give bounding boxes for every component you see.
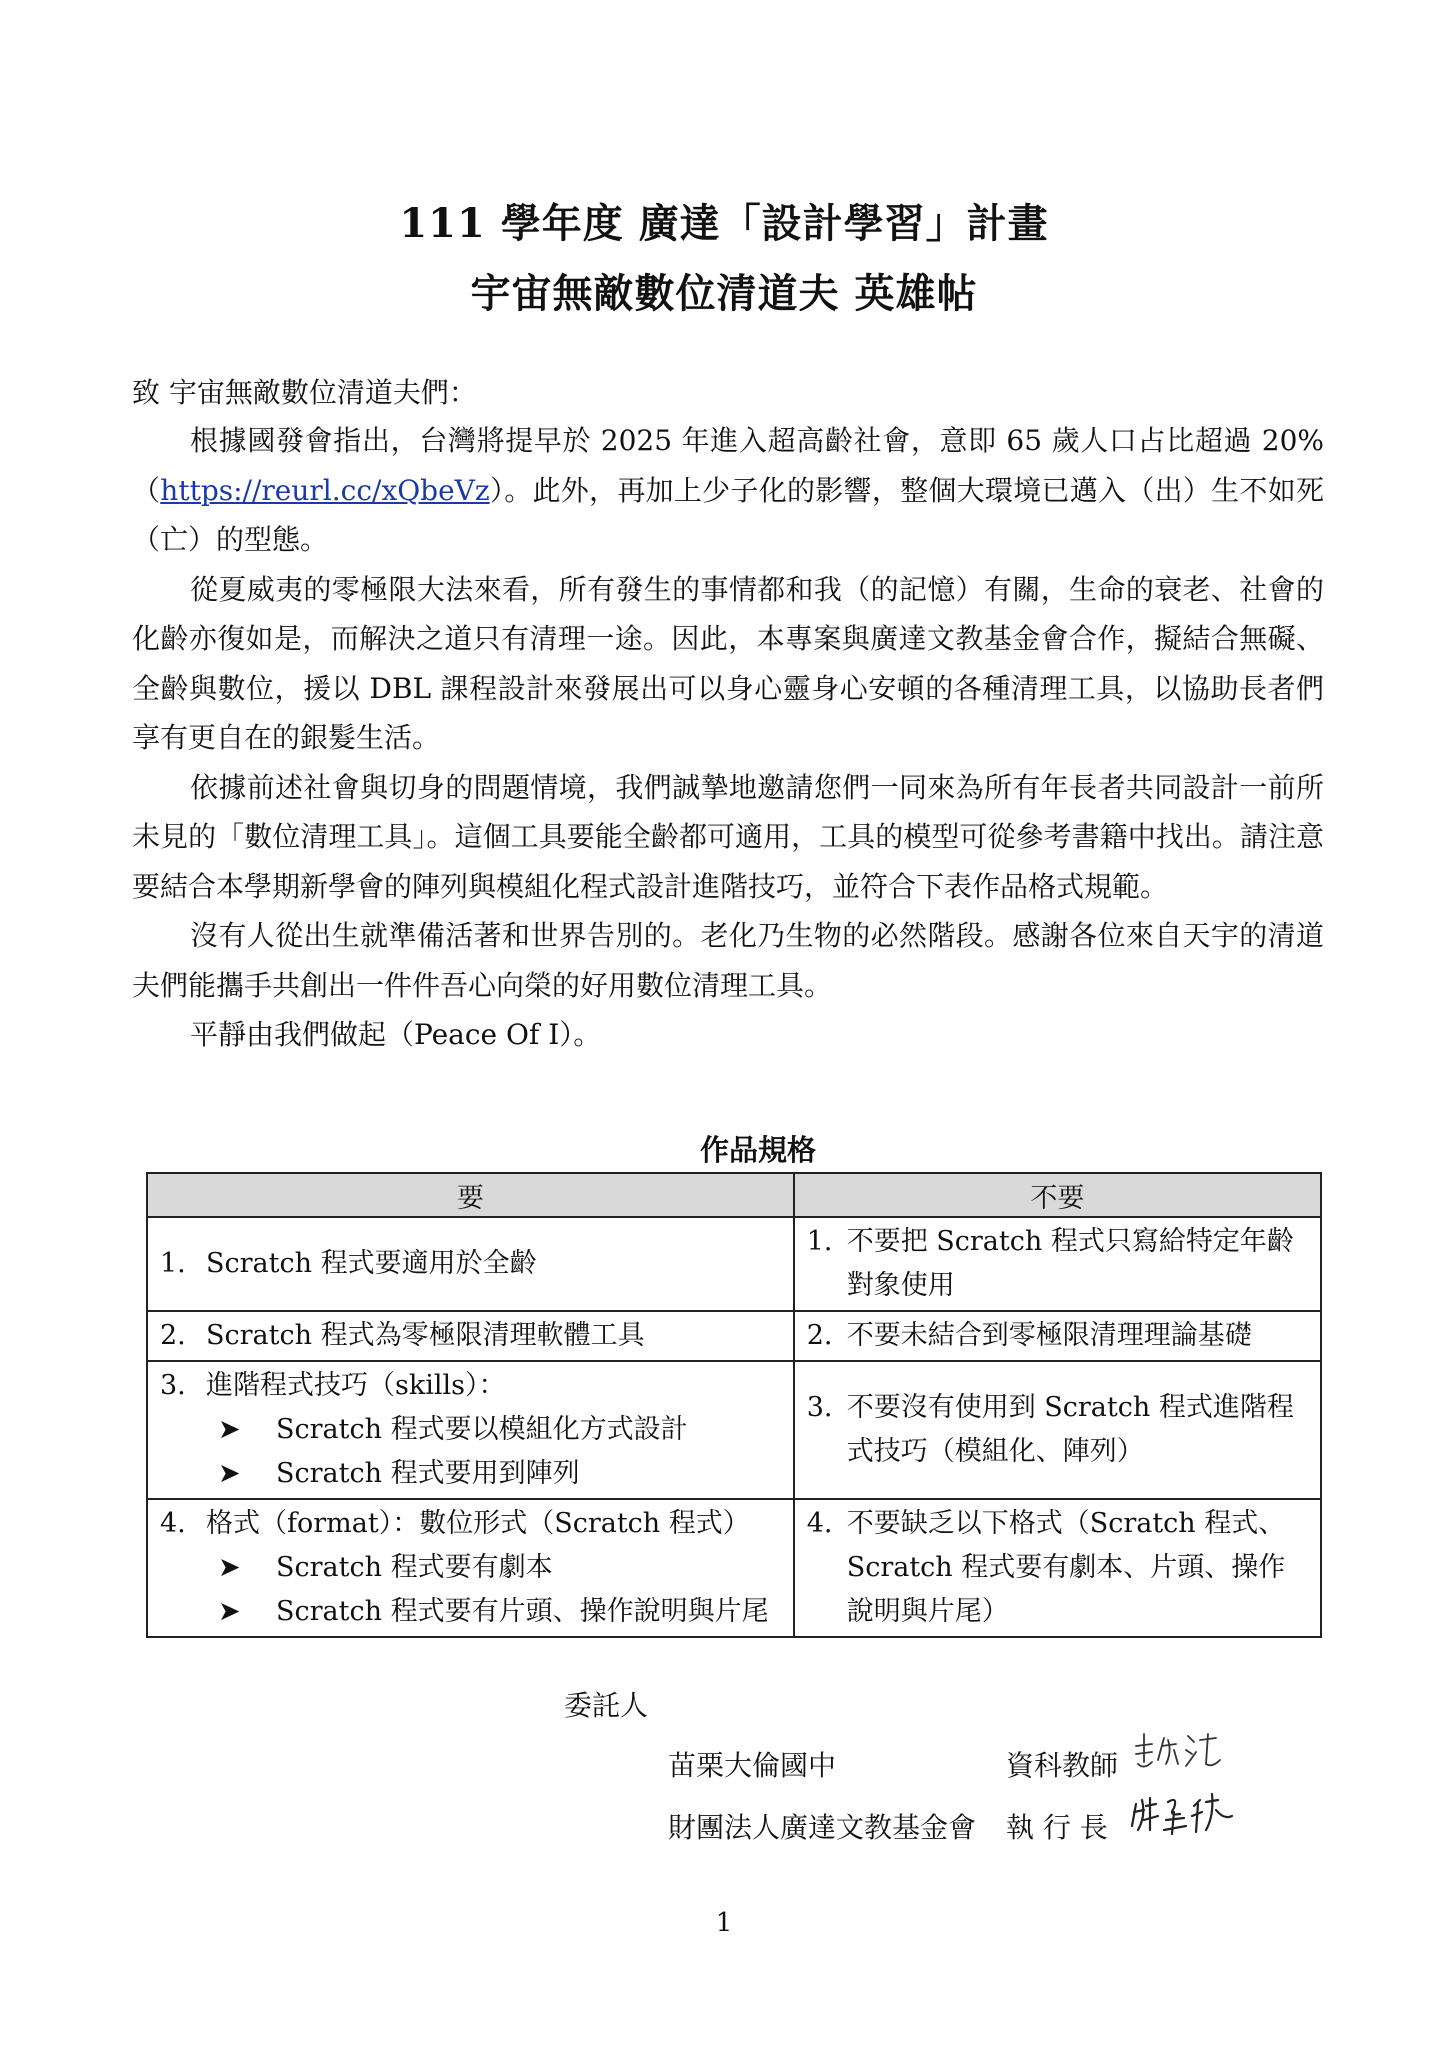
do-text: 格式（format）：數位形式（Scratch 程式） bbox=[206, 1508, 750, 1539]
table-caption: 作品規格 bbox=[699, 1133, 816, 1167]
document-title: 111 學年度 廣達「設計學習」計畫 bbox=[399, 200, 1049, 247]
school-name: 苗栗大倫國中 bbox=[668, 1749, 837, 1782]
teacher-signature bbox=[1130, 1724, 1226, 1782]
paragraph-4: 沒有人從出生就準備活著和世界告別的。老化乃生物的必然階段。感謝各位來自天宇的清道夫們能攜手共創出一件件吾心向榮的好用數位清理工具。 bbox=[132, 919, 1324, 1002]
item-number: 4. bbox=[160, 1508, 186, 1539]
item-number: 4. bbox=[806, 1508, 833, 1539]
paragraph-1 bbox=[132, 416, 1324, 565]
do-text: 進階程式技巧（skills）： bbox=[206, 1370, 506, 1401]
dont-cell bbox=[794, 1499, 1321, 1637]
paragraph-1-text-b: ）。此外，再加上少子化的影響，整個大環境已邁入（出）生不如死（亡）的型態。 bbox=[132, 473, 1324, 556]
item-number: 3. bbox=[160, 1370, 186, 1401]
paragraph-5: 平靜由我們做起（Peace Of I）。 bbox=[190, 1018, 602, 1051]
salutation: 致 宇宙無敵數位清道夫們： bbox=[132, 376, 477, 409]
foundation-name: 財團法人廣達文教基金會 bbox=[668, 1811, 977, 1844]
table-row bbox=[147, 1311, 1321, 1361]
teacher-title: 資科教師 bbox=[1006, 1749, 1119, 1782]
paragraph-1-text-a: 根據國發會指出，台灣將提早於 2025 年進入超高齡社會，意即 65 歲人口占比超過 20%（ bbox=[132, 424, 1324, 507]
dont-cell bbox=[794, 1311, 1321, 1361]
document-subtitle: 宇宙無敵數位清道夫 英雄帖 bbox=[470, 270, 978, 317]
do-cell bbox=[147, 1217, 794, 1311]
page-number: 1 bbox=[715, 1908, 733, 1938]
dont-cell bbox=[794, 1361, 1321, 1499]
paragraph-2: 從夏威夷的零極限大法來看，所有發生的事情都和我（的記憶）有關，生命的衰老、社會的化齡亦復如是，而解決之道只有清理一途。因此，本專案與廣達文教基金會合作，擬結合無礙、全齡與數位，援以 DBL 課程設計來發展出可以身心靈身心安頓的各種清理工具，以協助長者們享有更自在的銀髮生活。 bbox=[132, 572, 1324, 754]
do-cell bbox=[147, 1499, 794, 1637]
spec-table bbox=[146, 1172, 1322, 1638]
dont-text: 不要沒有使用到 Scratch 程式進階程式技巧（模組化、陣列） bbox=[846, 1392, 1294, 1467]
do-bullet: Scratch 程式要有片頭、操作說明與片尾 bbox=[276, 1596, 769, 1627]
header-do: 要 bbox=[147, 1173, 794, 1217]
reference-link[interactable]: https://reurl.cc/xQbeVz bbox=[160, 473, 490, 507]
do-text: Scratch 程式要適用於全齡 bbox=[206, 1248, 537, 1279]
item-number: 2. bbox=[806, 1320, 833, 1351]
table-row bbox=[147, 1361, 1321, 1499]
paragraph-3: 依據前述社會與切身的問題情境，我們誠摯地邀請您們一同來為所有年長者共同設計一前所未見的「數位清理工具」。這個工具要能全齡都可適用，工具的模型可從參考書籍中找出。請注意要結合本學期新學會的陣列與模組化程式設計進階技巧，並符合下表作品格式規範。 bbox=[132, 770, 1324, 903]
header-dont: 不要 bbox=[794, 1173, 1321, 1217]
table-row bbox=[147, 1499, 1321, 1637]
do-cell bbox=[147, 1311, 794, 1361]
table-row bbox=[147, 1217, 1321, 1311]
dont-text: 不要未結合到零極限清理理論基礎 bbox=[846, 1320, 1252, 1351]
arrow-bullet-icon: ➤ bbox=[218, 1552, 241, 1583]
arrow-bullet-icon: ➤ bbox=[218, 1596, 241, 1627]
item-number: 2. bbox=[160, 1320, 186, 1351]
dont-text: 不要把 Scratch 程式只寫給特定年齡對象使用 bbox=[846, 1226, 1294, 1301]
ceo-signature bbox=[1128, 1786, 1236, 1842]
do-text: Scratch 程式為零極限清理軟體工具 bbox=[206, 1320, 645, 1351]
do-bullet: Scratch 程式要以模組化方式設計 bbox=[276, 1414, 688, 1445]
arrow-bullet-icon: ➤ bbox=[218, 1458, 241, 1489]
item-number: 1. bbox=[160, 1248, 186, 1279]
item-number: 1. bbox=[806, 1226, 833, 1257]
do-bullet: Scratch 程式要有劇本 bbox=[276, 1552, 553, 1583]
do-bullet: Scratch 程式要用到陣列 bbox=[276, 1458, 580, 1489]
table-header-row bbox=[147, 1173, 1321, 1217]
do-cell bbox=[147, 1361, 794, 1499]
item-number: 3. bbox=[806, 1392, 833, 1423]
letter-body bbox=[132, 416, 1324, 1060]
arrow-bullet-icon: ➤ bbox=[218, 1414, 241, 1445]
dont-cell bbox=[794, 1217, 1321, 1311]
ceo-title: 執 行 長 bbox=[1006, 1811, 1108, 1844]
dont-text: 不要缺乏以下格式（Scratch 程式、Scratch 程式要有劇本、片頭、操作說明與片尾） bbox=[846, 1508, 1286, 1627]
entrusted-label: 委託人 bbox=[564, 1689, 649, 1722]
